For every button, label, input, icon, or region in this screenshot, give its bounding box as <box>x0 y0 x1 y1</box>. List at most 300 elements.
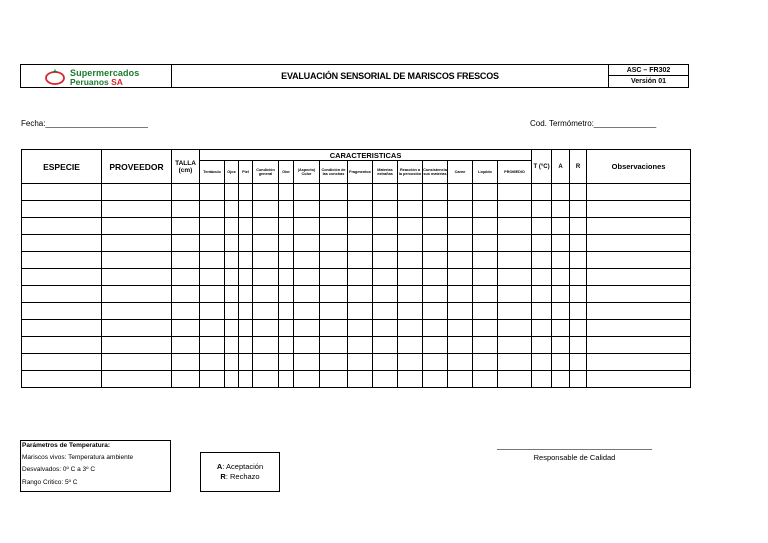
table-cell[interactable] <box>253 218 279 235</box>
table-cell[interactable] <box>200 320 225 337</box>
table-cell[interactable] <box>172 286 200 303</box>
table-cell[interactable] <box>102 337 172 354</box>
table-cell[interactable] <box>587 337 691 354</box>
sub-olor: Olor <box>279 161 294 184</box>
table-cell[interactable] <box>320 252 348 269</box>
table-cell[interactable] <box>279 354 294 371</box>
form-version: Versión 01 <box>630 78 667 85</box>
table-cell[interactable] <box>102 354 172 371</box>
table-cell[interactable] <box>498 235 532 252</box>
table-cell[interactable] <box>587 286 691 303</box>
table-cell[interactable] <box>102 303 172 320</box>
table-cell[interactable] <box>373 320 398 337</box>
table-cell[interactable] <box>320 303 348 320</box>
table-cell[interactable] <box>172 354 200 371</box>
table-cell[interactable] <box>498 303 532 320</box>
table-cell[interactable] <box>22 286 102 303</box>
table-cell[interactable] <box>423 235 448 252</box>
table-cell[interactable] <box>200 269 225 286</box>
table-cell[interactable] <box>473 320 498 337</box>
table-cell[interactable] <box>448 354 473 371</box>
table-cell[interactable] <box>473 252 498 269</box>
table-cell[interactable] <box>532 337 552 354</box>
table-cell[interactable] <box>448 303 473 320</box>
table-cell[interactable] <box>320 269 348 286</box>
form-code: ASC – FR302 <box>609 65 688 76</box>
table-cell[interactable] <box>172 303 200 320</box>
table-cell[interactable] <box>423 337 448 354</box>
legend-a-text: : Aceptación <box>222 462 264 471</box>
table-cell[interactable] <box>398 337 423 354</box>
table-cell[interactable] <box>348 286 373 303</box>
table-cell[interactable] <box>294 320 320 337</box>
table-cell[interactable] <box>239 286 253 303</box>
legend-r-key: R <box>220 472 226 481</box>
table-row <box>22 252 691 269</box>
col-talla <box>172 150 200 184</box>
sub-condicion-conchas: Condición de las conchas <box>320 161 348 184</box>
table-cell[interactable] <box>398 320 423 337</box>
table-cell[interactable] <box>532 269 552 286</box>
table-cell[interactable] <box>448 337 473 354</box>
table-cell[interactable] <box>532 303 552 320</box>
table-cell[interactable] <box>373 218 398 235</box>
table-cell[interactable] <box>22 269 102 286</box>
fecha-field[interactable]: Fecha:_______________________ <box>21 119 148 128</box>
col-proveedor: PROVEEDOR <box>102 150 172 184</box>
tomato-logo-icon <box>44 68 66 85</box>
table-cell[interactable] <box>172 252 200 269</box>
table-cell[interactable] <box>532 235 552 252</box>
table-cell[interactable] <box>570 337 587 354</box>
table-cell[interactable] <box>473 286 498 303</box>
table-cell[interactable] <box>294 371 320 388</box>
table-cell[interactable] <box>398 235 423 252</box>
table-cell[interactable] <box>570 303 587 320</box>
table-cell[interactable] <box>348 218 373 235</box>
evaluation-table <box>21 149 691 388</box>
table-cell[interactable] <box>172 337 200 354</box>
table-cell[interactable] <box>253 303 279 320</box>
table-cell[interactable] <box>398 269 423 286</box>
table-cell[interactable] <box>423 184 448 201</box>
table-cell[interactable] <box>587 235 691 252</box>
table-cell[interactable] <box>587 371 691 388</box>
table-cell[interactable] <box>225 201 239 218</box>
table-cell[interactable] <box>373 286 398 303</box>
table-cell[interactable] <box>587 320 691 337</box>
table-cell[interactable] <box>279 235 294 252</box>
table-cell[interactable] <box>423 218 448 235</box>
table-cell[interactable] <box>279 286 294 303</box>
table-cell[interactable] <box>448 320 473 337</box>
table-cell[interactable] <box>570 218 587 235</box>
table-cell[interactable] <box>279 337 294 354</box>
table-body <box>22 184 691 388</box>
table-cell[interactable] <box>587 201 691 218</box>
table-cell[interactable] <box>552 337 570 354</box>
table-cell[interactable] <box>570 269 587 286</box>
table-cell[interactable] <box>294 286 320 303</box>
table-cell[interactable] <box>398 303 423 320</box>
signature-line[interactable] <box>497 449 652 450</box>
col-aceptacion: A <box>552 150 570 184</box>
table-cell[interactable] <box>200 218 225 235</box>
parameters-title: Parámetros de Temperatura: <box>22 442 111 449</box>
table-cell[interactable] <box>498 201 532 218</box>
table-cell[interactable] <box>22 201 102 218</box>
table-cell[interactable] <box>473 303 498 320</box>
table-cell[interactable] <box>253 371 279 388</box>
table-cell[interactable] <box>200 235 225 252</box>
table-cell[interactable] <box>239 252 253 269</box>
table-cell[interactable] <box>225 252 239 269</box>
table-cell[interactable] <box>570 371 587 388</box>
table-cell[interactable] <box>423 252 448 269</box>
table-cell[interactable] <box>587 218 691 235</box>
table-cell[interactable] <box>532 286 552 303</box>
table-cell[interactable] <box>473 269 498 286</box>
table-cell[interactable] <box>279 201 294 218</box>
table-cell[interactable] <box>253 269 279 286</box>
table-cell[interactable] <box>279 371 294 388</box>
table-cell[interactable] <box>320 337 348 354</box>
table-cell[interactable] <box>373 354 398 371</box>
table-cell[interactable] <box>239 337 253 354</box>
table-cell[interactable] <box>552 286 570 303</box>
table-cell[interactable] <box>225 235 239 252</box>
table-cell[interactable] <box>320 371 348 388</box>
table-cell[interactable] <box>200 201 225 218</box>
table-row <box>22 320 691 337</box>
form-code-cell <box>608 65 688 87</box>
table-cell[interactable] <box>294 235 320 252</box>
table-cell[interactable] <box>423 354 448 371</box>
table-cell[interactable] <box>102 201 172 218</box>
table-cell[interactable] <box>348 252 373 269</box>
table-cell[interactable] <box>225 320 239 337</box>
table-cell[interactable] <box>102 218 172 235</box>
table-cell[interactable] <box>348 269 373 286</box>
sub-promedio: PROMEDIO <box>498 161 532 184</box>
table-cell[interactable] <box>423 303 448 320</box>
table-cell[interactable] <box>279 320 294 337</box>
sub-tentaculo: Tentáculo <box>200 161 225 184</box>
table-cell[interactable] <box>373 184 398 201</box>
table-cell[interactable] <box>253 320 279 337</box>
table-cell[interactable] <box>498 184 532 201</box>
table-cell[interactable] <box>552 184 570 201</box>
table-cell[interactable] <box>225 286 239 303</box>
col-caracteristicas: CARACTERISTICAS <box>200 150 532 161</box>
table-cell[interactable] <box>473 184 498 201</box>
table-cell[interactable] <box>239 354 253 371</box>
table-cell[interactable] <box>498 354 532 371</box>
table-cell[interactable] <box>473 235 498 252</box>
table-cell[interactable] <box>22 354 102 371</box>
table-cell[interactable] <box>448 269 473 286</box>
table-cell[interactable] <box>423 371 448 388</box>
param-rango-critico: Rango Critico: 5º C <box>22 479 78 486</box>
table-cell[interactable] <box>22 320 102 337</box>
table-cell[interactable] <box>473 371 498 388</box>
table-cell[interactable] <box>22 337 102 354</box>
table-cell[interactable] <box>253 252 279 269</box>
table-cell[interactable] <box>532 218 552 235</box>
table-cell[interactable] <box>320 235 348 252</box>
table-cell[interactable] <box>552 269 570 286</box>
table-cell[interactable] <box>570 354 587 371</box>
table-cell[interactable] <box>498 371 532 388</box>
table-cell[interactable] <box>448 218 473 235</box>
table-cell[interactable] <box>398 218 423 235</box>
table-cell[interactable] <box>348 235 373 252</box>
table-cell[interactable] <box>294 337 320 354</box>
table-cell[interactable] <box>102 252 172 269</box>
table-cell[interactable] <box>172 320 200 337</box>
table-cell[interactable] <box>498 320 532 337</box>
signature-label: Responsable de Calidad <box>533 453 616 462</box>
table-cell[interactable] <box>225 269 239 286</box>
table-cell[interactable] <box>423 286 448 303</box>
sub-liquido: Líquido <box>473 161 498 184</box>
table-cell[interactable] <box>320 354 348 371</box>
table-cell[interactable] <box>373 337 398 354</box>
table-cell[interactable] <box>253 184 279 201</box>
table-cell[interactable] <box>498 252 532 269</box>
table-row <box>22 371 691 388</box>
table-cell[interactable] <box>587 252 691 269</box>
table-cell[interactable] <box>294 303 320 320</box>
table-cell[interactable] <box>570 252 587 269</box>
table-cell[interactable] <box>587 184 691 201</box>
table-cell[interactable] <box>294 201 320 218</box>
table-row <box>22 218 691 235</box>
table-cell[interactable] <box>552 218 570 235</box>
table-cell[interactable] <box>294 218 320 235</box>
table-cell[interactable] <box>22 303 102 320</box>
table-cell[interactable] <box>423 201 448 218</box>
table-cell[interactable] <box>239 320 253 337</box>
table-cell[interactable] <box>587 303 691 320</box>
table-cell[interactable] <box>200 184 225 201</box>
table-cell[interactable] <box>448 184 473 201</box>
table-cell[interactable] <box>22 371 102 388</box>
table-cell[interactable] <box>570 320 587 337</box>
table-cell[interactable] <box>348 354 373 371</box>
col-observaciones: Observaciones <box>587 150 691 184</box>
table-cell[interactable] <box>253 201 279 218</box>
table-cell[interactable] <box>398 371 423 388</box>
table-row <box>22 201 691 218</box>
table-cell[interactable] <box>200 286 225 303</box>
table-cell[interactable] <box>225 371 239 388</box>
table-cell[interactable] <box>294 252 320 269</box>
table-cell[interactable] <box>320 286 348 303</box>
table-cell[interactable] <box>423 320 448 337</box>
table-cell[interactable] <box>532 320 552 337</box>
table-cell[interactable] <box>373 252 398 269</box>
table-cell[interactable] <box>473 201 498 218</box>
table-cell[interactable] <box>348 320 373 337</box>
table-cell[interactable] <box>102 286 172 303</box>
table-cell[interactable] <box>200 354 225 371</box>
sub-materias-extranas: Materias extrañas <box>373 161 398 184</box>
table-cell[interactable] <box>225 184 239 201</box>
table-cell[interactable] <box>239 235 253 252</box>
termometro-field[interactable]: Cod. Termómetro:______________ <box>530 119 657 128</box>
table-cell[interactable] <box>294 269 320 286</box>
table-cell[interactable] <box>102 320 172 337</box>
sub-fragmentos: Fragmentos <box>348 161 373 184</box>
table-cell[interactable] <box>348 303 373 320</box>
table-cell[interactable] <box>239 269 253 286</box>
table-cell[interactable] <box>225 354 239 371</box>
table-cell[interactable] <box>294 354 320 371</box>
table-cell[interactable] <box>373 303 398 320</box>
table-cell[interactable] <box>448 201 473 218</box>
logo-text-peruanos-word: Peruanos <box>70 77 109 87</box>
table-cell[interactable] <box>448 252 473 269</box>
table-cell[interactable] <box>320 320 348 337</box>
table-cell[interactable] <box>200 371 225 388</box>
param-desvalvados: Desvalvados: 0º C a 3º C <box>22 466 96 473</box>
table-row <box>22 184 691 201</box>
table-cell[interactable] <box>200 303 225 320</box>
sub-color: (Aspecto) Color <box>294 161 320 184</box>
sub-carne: Carne <box>448 161 473 184</box>
legend-a-key: A <box>216 462 223 471</box>
table-cell[interactable] <box>373 201 398 218</box>
table-cell[interactable] <box>279 184 294 201</box>
table-cell[interactable] <box>200 252 225 269</box>
table-row <box>22 286 691 303</box>
table-cell[interactable] <box>448 235 473 252</box>
table-cell[interactable] <box>239 218 253 235</box>
table-cell[interactable] <box>552 354 570 371</box>
table-cell[interactable] <box>225 337 239 354</box>
table-cell[interactable] <box>172 201 200 218</box>
table-cell[interactable] <box>172 218 200 235</box>
table-cell[interactable] <box>279 269 294 286</box>
legend-r-text: : Rechazo <box>225 472 260 481</box>
table-cell[interactable] <box>279 252 294 269</box>
table-cell[interactable] <box>498 269 532 286</box>
table-cell[interactable] <box>22 218 102 235</box>
table-cell[interactable] <box>200 337 225 354</box>
table-cell[interactable] <box>172 235 200 252</box>
table-cell[interactable] <box>473 337 498 354</box>
table-cell[interactable] <box>587 269 691 286</box>
table-cell[interactable] <box>398 201 423 218</box>
table-cell[interactable] <box>498 286 532 303</box>
table-cell[interactable] <box>320 218 348 235</box>
legend-rechazo <box>220 472 259 482</box>
table-cell[interactable] <box>552 252 570 269</box>
table-cell[interactable] <box>239 201 253 218</box>
table-cell[interactable] <box>552 235 570 252</box>
table-cell[interactable] <box>22 235 102 252</box>
table-cell[interactable] <box>102 184 172 201</box>
table-cell[interactable] <box>473 218 498 235</box>
col-rechazo: R <box>570 150 587 184</box>
table-cell[interactable] <box>423 269 448 286</box>
table-cell[interactable] <box>348 371 373 388</box>
sub-piel: Piel <box>239 161 253 184</box>
table-cell[interactable] <box>473 354 498 371</box>
table-cell[interactable] <box>253 286 279 303</box>
table-cell[interactable] <box>498 218 532 235</box>
table-cell[interactable] <box>570 286 587 303</box>
table-cell[interactable] <box>102 269 172 286</box>
table-cell[interactable] <box>102 235 172 252</box>
table-cell[interactable] <box>294 184 320 201</box>
table-cell[interactable] <box>239 303 253 320</box>
table-cell[interactable] <box>448 286 473 303</box>
table-cell[interactable] <box>172 184 200 201</box>
table-cell[interactable] <box>398 286 423 303</box>
table-cell[interactable] <box>532 201 552 218</box>
table-cell[interactable] <box>570 184 587 201</box>
table-cell[interactable] <box>570 201 587 218</box>
table-cell[interactable] <box>253 235 279 252</box>
table-cell[interactable] <box>253 337 279 354</box>
logo-text-brand: Supermercados <box>70 68 140 78</box>
table-cell[interactable] <box>373 235 398 252</box>
table-cell[interactable] <box>239 371 253 388</box>
table-cell[interactable] <box>552 303 570 320</box>
table-cell[interactable] <box>279 303 294 320</box>
table-cell[interactable] <box>320 201 348 218</box>
form-header <box>20 64 689 88</box>
table-cell[interactable] <box>532 184 552 201</box>
logo-text-peruanos <box>70 77 123 87</box>
table-cell[interactable] <box>102 371 172 388</box>
table-cell[interactable] <box>398 252 423 269</box>
table-cell[interactable] <box>398 184 423 201</box>
table-cell[interactable] <box>279 218 294 235</box>
table-cell[interactable] <box>348 337 373 354</box>
table-cell[interactable] <box>22 252 102 269</box>
table-cell[interactable] <box>239 184 253 201</box>
table-cell[interactable] <box>225 218 239 235</box>
table-cell[interactable] <box>498 337 532 354</box>
table-cell[interactable] <box>320 184 348 201</box>
table-cell[interactable] <box>552 320 570 337</box>
table-cell[interactable] <box>570 235 587 252</box>
table-cell[interactable] <box>22 184 102 201</box>
table-cell[interactable] <box>172 371 200 388</box>
table-cell[interactable] <box>172 269 200 286</box>
col-talla-label: TALLA <box>175 159 196 167</box>
table-cell[interactable] <box>552 201 570 218</box>
table-cell[interactable] <box>532 371 552 388</box>
table-cell[interactable] <box>398 354 423 371</box>
table-cell[interactable] <box>225 303 239 320</box>
table-cell[interactable] <box>373 371 398 388</box>
table-cell[interactable] <box>532 252 552 269</box>
table-cell[interactable] <box>373 269 398 286</box>
table-cell[interactable] <box>348 201 373 218</box>
table-cell[interactable] <box>348 184 373 201</box>
table-cell[interactable] <box>552 371 570 388</box>
col-especie: ESPECIE <box>22 150 102 184</box>
table-cell[interactable] <box>448 371 473 388</box>
table-cell[interactable] <box>253 354 279 371</box>
table-cell[interactable] <box>587 354 691 371</box>
acceptance-legend <box>200 452 280 492</box>
table-cell[interactable] <box>532 354 552 371</box>
